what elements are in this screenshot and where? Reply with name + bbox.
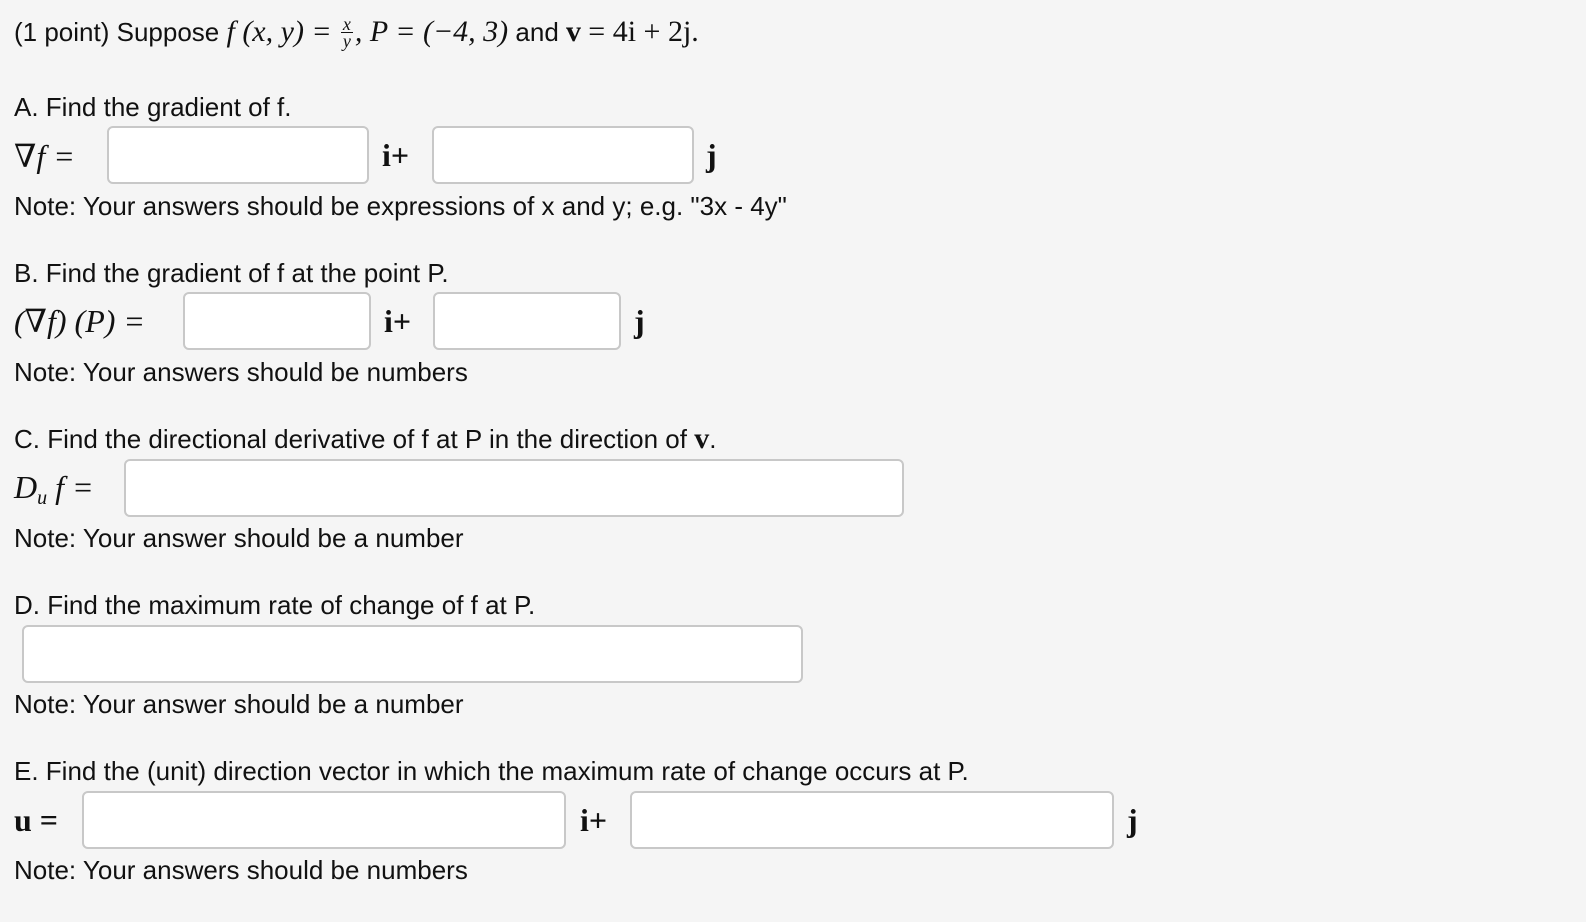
part-c-v-symbol: v [694, 422, 710, 455]
part-a-j-input[interactable] [432, 126, 694, 184]
fraction-x-over-y [341, 13, 353, 51]
problem-statement [14, 13, 699, 51]
part-b-lhs: (∇f) (P) = [14, 303, 145, 339]
part-b-i-input[interactable] [183, 292, 371, 350]
part-a-i-input[interactable] [107, 126, 369, 184]
part-c-title-text: C. Find the directional derivative of f at P in the direction of [14, 424, 687, 454]
function-expression: f (x, y) = [226, 15, 332, 48]
part-e-lhs: u = [14, 802, 59, 838]
part-a-title: A. Find the gradient of f. [14, 92, 292, 122]
part-c-note: Note: Your answer should be a number [14, 523, 464, 553]
part-e-i-input[interactable] [82, 791, 566, 849]
part-c-lhs [14, 469, 94, 516]
vector-expression: = 4i + 2j. [588, 15, 699, 48]
problem-prefix: (1 point) Suppose [14, 17, 220, 47]
part-b-i-label: i+ [384, 303, 412, 339]
fraction-denominator: y [342, 30, 351, 51]
part-d-note: Note: Your answer should be a number [14, 689, 464, 719]
part-e-j-input[interactable] [630, 791, 1114, 849]
part-d-title: D. Find the maximum rate of change of f at P. [14, 590, 536, 620]
fraction-numerator: x [342, 13, 351, 34]
part-c-f-equals: f = [55, 469, 94, 505]
part-b-note: Note: Your answers should be numbers [14, 357, 468, 387]
part-a-lhs: ∇f = [14, 138, 75, 174]
part-b-j-label: j [634, 303, 645, 339]
part-e-note: Note: Your answers should be numbers [14, 855, 468, 885]
part-e-title: E. Find the (unit) direction vector in which the maximum rate of change occurs at P. [14, 756, 969, 786]
point-expression: , P = (−4, 3) [354, 15, 509, 48]
v-symbol: v [566, 15, 582, 48]
part-e-j-label: j [1127, 802, 1138, 838]
part-a-i-label: i+ [382, 137, 410, 173]
part-c-u-subscript: u [37, 487, 48, 509]
part-a-note: Note: Your answers should be expressions of x and y; e.g. "3x - 4y" [14, 191, 787, 221]
part-c-input[interactable] [124, 459, 904, 517]
part-d-input[interactable] [22, 625, 803, 683]
part-c-d-symbol: D [14, 469, 38, 505]
part-e-i-label: i+ [580, 802, 608, 838]
part-a-j-label: j [706, 137, 717, 173]
part-c-title [14, 424, 716, 454]
part-b-title: B. Find the gradient of f at the point P. [14, 258, 449, 288]
part-b-j-input[interactable] [433, 292, 621, 350]
and-text: and [515, 17, 559, 47]
part-c-title-period: . [709, 424, 717, 454]
